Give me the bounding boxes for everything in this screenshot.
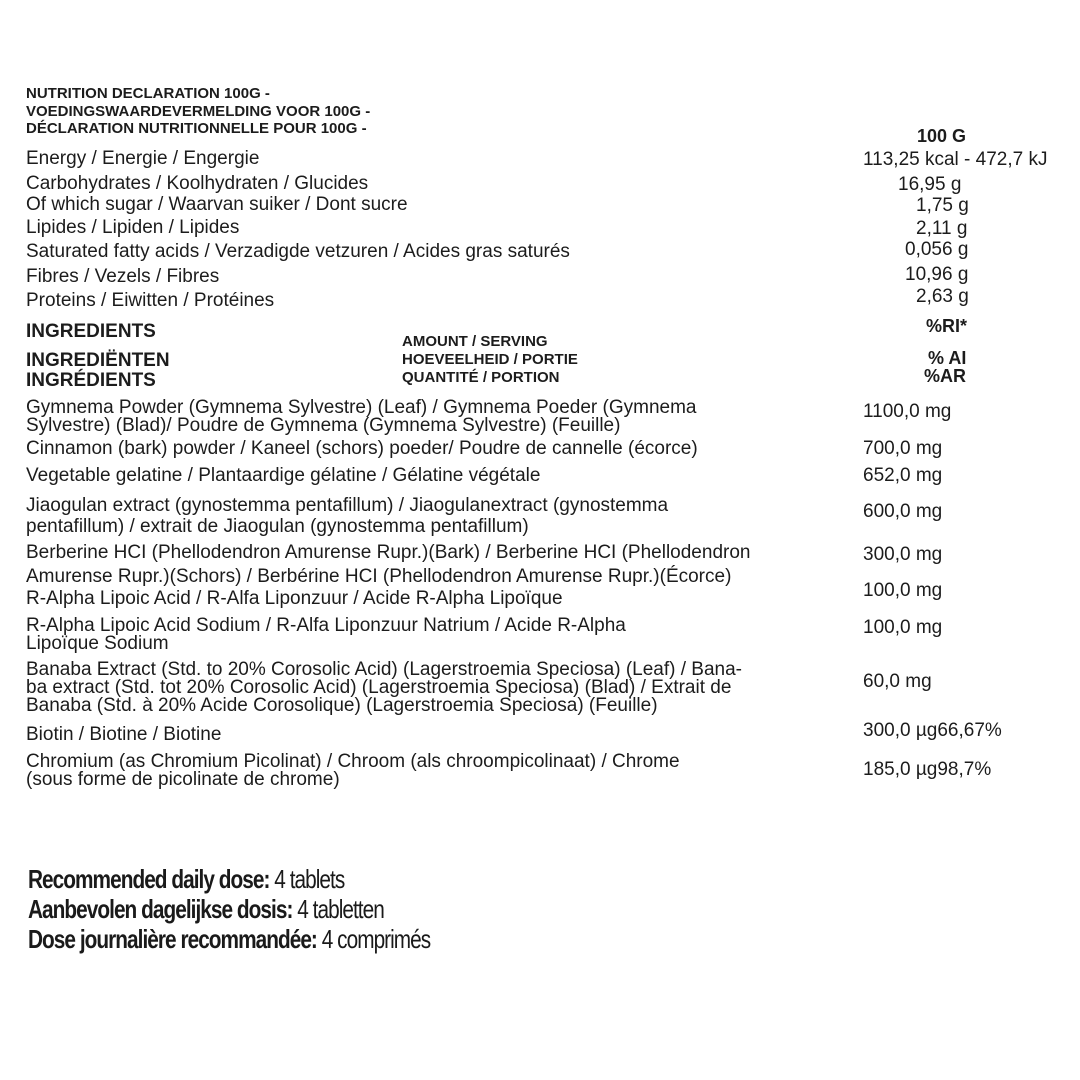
- amount-header-fr: QUANTITÉ / PORTION: [402, 369, 560, 386]
- dose-label: Aanbevolen dagelijkse dosis:: [28, 894, 293, 924]
- ingredient-line: ba extract (Std. tot 20% Corosolic Acid) (Lagerstroemia Speciosa) (Blad) / Extrait de: [26, 677, 732, 698]
- ingredient-line: Jiaogulan extract (gynostemma pentafillum) / Jiaogulanextract (gynostemma: [26, 495, 669, 516]
- ingredient-line: Biotin / Biotine / Biotine: [26, 724, 222, 745]
- dose-line-en: [28, 864, 430, 894]
- dose-value: 4 tablets: [274, 864, 345, 894]
- nutrition-label-energy: Energy / Energie / Engergie: [26, 148, 260, 169]
- ingredient-line: R-Alpha Lipoic Acid Sodium / R-Alfa Liponzuur Natrium / Acide R-Alpha: [26, 615, 626, 636]
- ingredient-line: pentafillum) / extrait de Jiaogulan (gynostemma pentafillum): [26, 516, 529, 537]
- dose-value: 4 comprimés: [321, 924, 431, 954]
- ingredient-line: Banaba (Std. à 20% Acide Corosolique) (Lagerstroemia Speciosa) (Feuille): [26, 695, 658, 716]
- dose-label: Dose journalière recommandée:: [28, 924, 317, 954]
- amount-r-alpha-lipoic-acid: 100,0 mg: [863, 580, 943, 601]
- amount-banaba: 60,0 mg: [863, 671, 932, 692]
- nutrition-label-fibres: Fibres / Vezels / Fibres: [26, 266, 220, 287]
- ingredients-label-nl: INGREDIËNTEN: [26, 350, 170, 371]
- ingredient-r-alpha-lipoic-acid: [26, 590, 563, 608]
- nutrition-value-lipides: 2,11 g: [916, 218, 968, 239]
- nutrition-label-sugar: Of which sugar / Waarvan suiker / Dont sucre: [26, 194, 408, 215]
- nutrition-value-saturated-fat: 0,056 g: [905, 239, 969, 260]
- ai-header: % AI: [928, 348, 967, 368]
- amount-header-en: AMOUNT / SERVING: [402, 333, 548, 350]
- ingredients-label-en: INGREDIENTS: [26, 321, 156, 342]
- ingredients-label-fr: INGRÉDIENTS: [26, 370, 156, 391]
- ingredient-chromium: [26, 753, 680, 789]
- ingredient-line: R-Alpha Lipoic Acid / R-Alfa Liponzuur / Acide R-Alpha Lipoïque: [26, 588, 563, 609]
- ingredient-cinnamon: [26, 440, 698, 458]
- nutrition-label-saturated-fat: Saturated fatty acids / Verzadigde vetzuren / Acides gras saturés: [26, 241, 570, 262]
- nutrition-label-carbohydrates: Carbohydrates / Koolhydraten / Glucides: [26, 173, 369, 194]
- dose-line-fr: [28, 924, 430, 954]
- per-100g-header: 100 G: [917, 126, 967, 146]
- nutrition-label-proteins: Proteins / Eiwitten / Protéines: [26, 290, 275, 311]
- ingredient-gelatine: [26, 467, 540, 485]
- dose-value: 4 tabletten: [297, 894, 384, 924]
- ingredient-r-alpha-lipoic-acid-sodium: [26, 617, 626, 653]
- ingredient-line: Lipoïque Sodium: [26, 633, 169, 654]
- ingredient-line: Sylvestre) (Blad)/ Poudre de Gymnema (Gymnema Sylvestre) (Feuille): [26, 415, 621, 436]
- ingredient-jiaogulan: [26, 495, 668, 537]
- ingredient-gymnema: [26, 399, 696, 435]
- ingredient-line: (sous forme de picolinate de chrome): [26, 769, 340, 790]
- dose-line-nl: [28, 894, 430, 924]
- ar-header: %AR: [924, 366, 967, 386]
- ingredient-berberine: [26, 541, 750, 589]
- amount-gymnema: 1100,0 mg: [863, 401, 952, 422]
- amount-berberine: 300,0 mg: [863, 544, 943, 565]
- ingredient-line: Vegetable gelatine / Plantaardige gélatine / Gélatine végétale: [26, 465, 541, 486]
- title-line-en: NUTRITION DECLARATION 100G -: [26, 85, 270, 102]
- amount-jiaogulan: 600,0 mg: [863, 501, 943, 522]
- ingredient-biotin: [26, 726, 221, 744]
- ingredient-banaba: [26, 661, 742, 715]
- amount-r-alpha-lipoic-acid-sodium: 100,0 mg: [863, 617, 943, 638]
- nutrition-value-sugar: 1,75 g: [916, 195, 969, 216]
- nutrition-value-fibres: 10,96 g: [905, 264, 969, 285]
- ingredient-line: Cinnamon (bark) powder / Kaneel (schors) poeder/ Poudre de cannelle (écorce): [26, 438, 698, 459]
- amount-header-nl: HOEVEELHEID / PORTIE: [402, 351, 578, 368]
- nutrition-value-energy: 113,25 kcal - 472,7 kJ: [863, 149, 1048, 170]
- ri-header: %RI*: [926, 316, 968, 336]
- amount-cinnamon: 700,0 mg: [863, 438, 943, 459]
- nutrition-value-proteins: 2,63 g: [916, 286, 969, 307]
- ingredients-label-nl-fr: [26, 351, 170, 391]
- ingredient-line: Chromium (as Chromium Picolinat) / Chroom (als chroompicolinaat) / Chrome: [26, 751, 680, 772]
- dose-label: Recommended daily dose:: [28, 864, 270, 894]
- amount-per-serving-header: [402, 333, 578, 387]
- nutrition-declaration-title: [26, 85, 370, 138]
- amount-gelatine: 652,0 mg: [863, 465, 943, 486]
- title-line-fr: DÉCLARATION NUTRITIONNELLE POUR 100G -: [26, 120, 367, 137]
- nutrition-value-carbohydrates: 16,95 g: [898, 174, 962, 195]
- recommended-dose-block: [28, 864, 430, 954]
- ingredient-line: Banaba Extract (Std. to 20% Corosolic Acid) (Lagerstroemia Speciosa) (Leaf) / Bana-: [26, 659, 743, 680]
- amount-chromium: 185,0 µg98,7%: [863, 759, 992, 780]
- title-line-nl: VOEDINGSWAARDEVERMELDING VOOR 100G -: [26, 102, 371, 120]
- amount-biotin: 300,0 µg66,67%: [863, 720, 1002, 741]
- ingredient-line: Amurense Rupr.)(Schors) / Berbérine HCI (Phellodendron Amurense Rupr.)(Écorce): [26, 566, 732, 587]
- nutrition-label-lipides: Lipides / Lipiden / Lipides: [26, 217, 240, 238]
- ingredient-line: Berberine HCI (Phellodendron Amurense Rupr.)(Bark) / Berberine HCI (Phellodendron: [26, 542, 751, 563]
- ingredient-line: Gymnema Powder (Gymnema Sylvestre) (Leaf) / Gymnema Poeder (Gymnema: [26, 397, 697, 418]
